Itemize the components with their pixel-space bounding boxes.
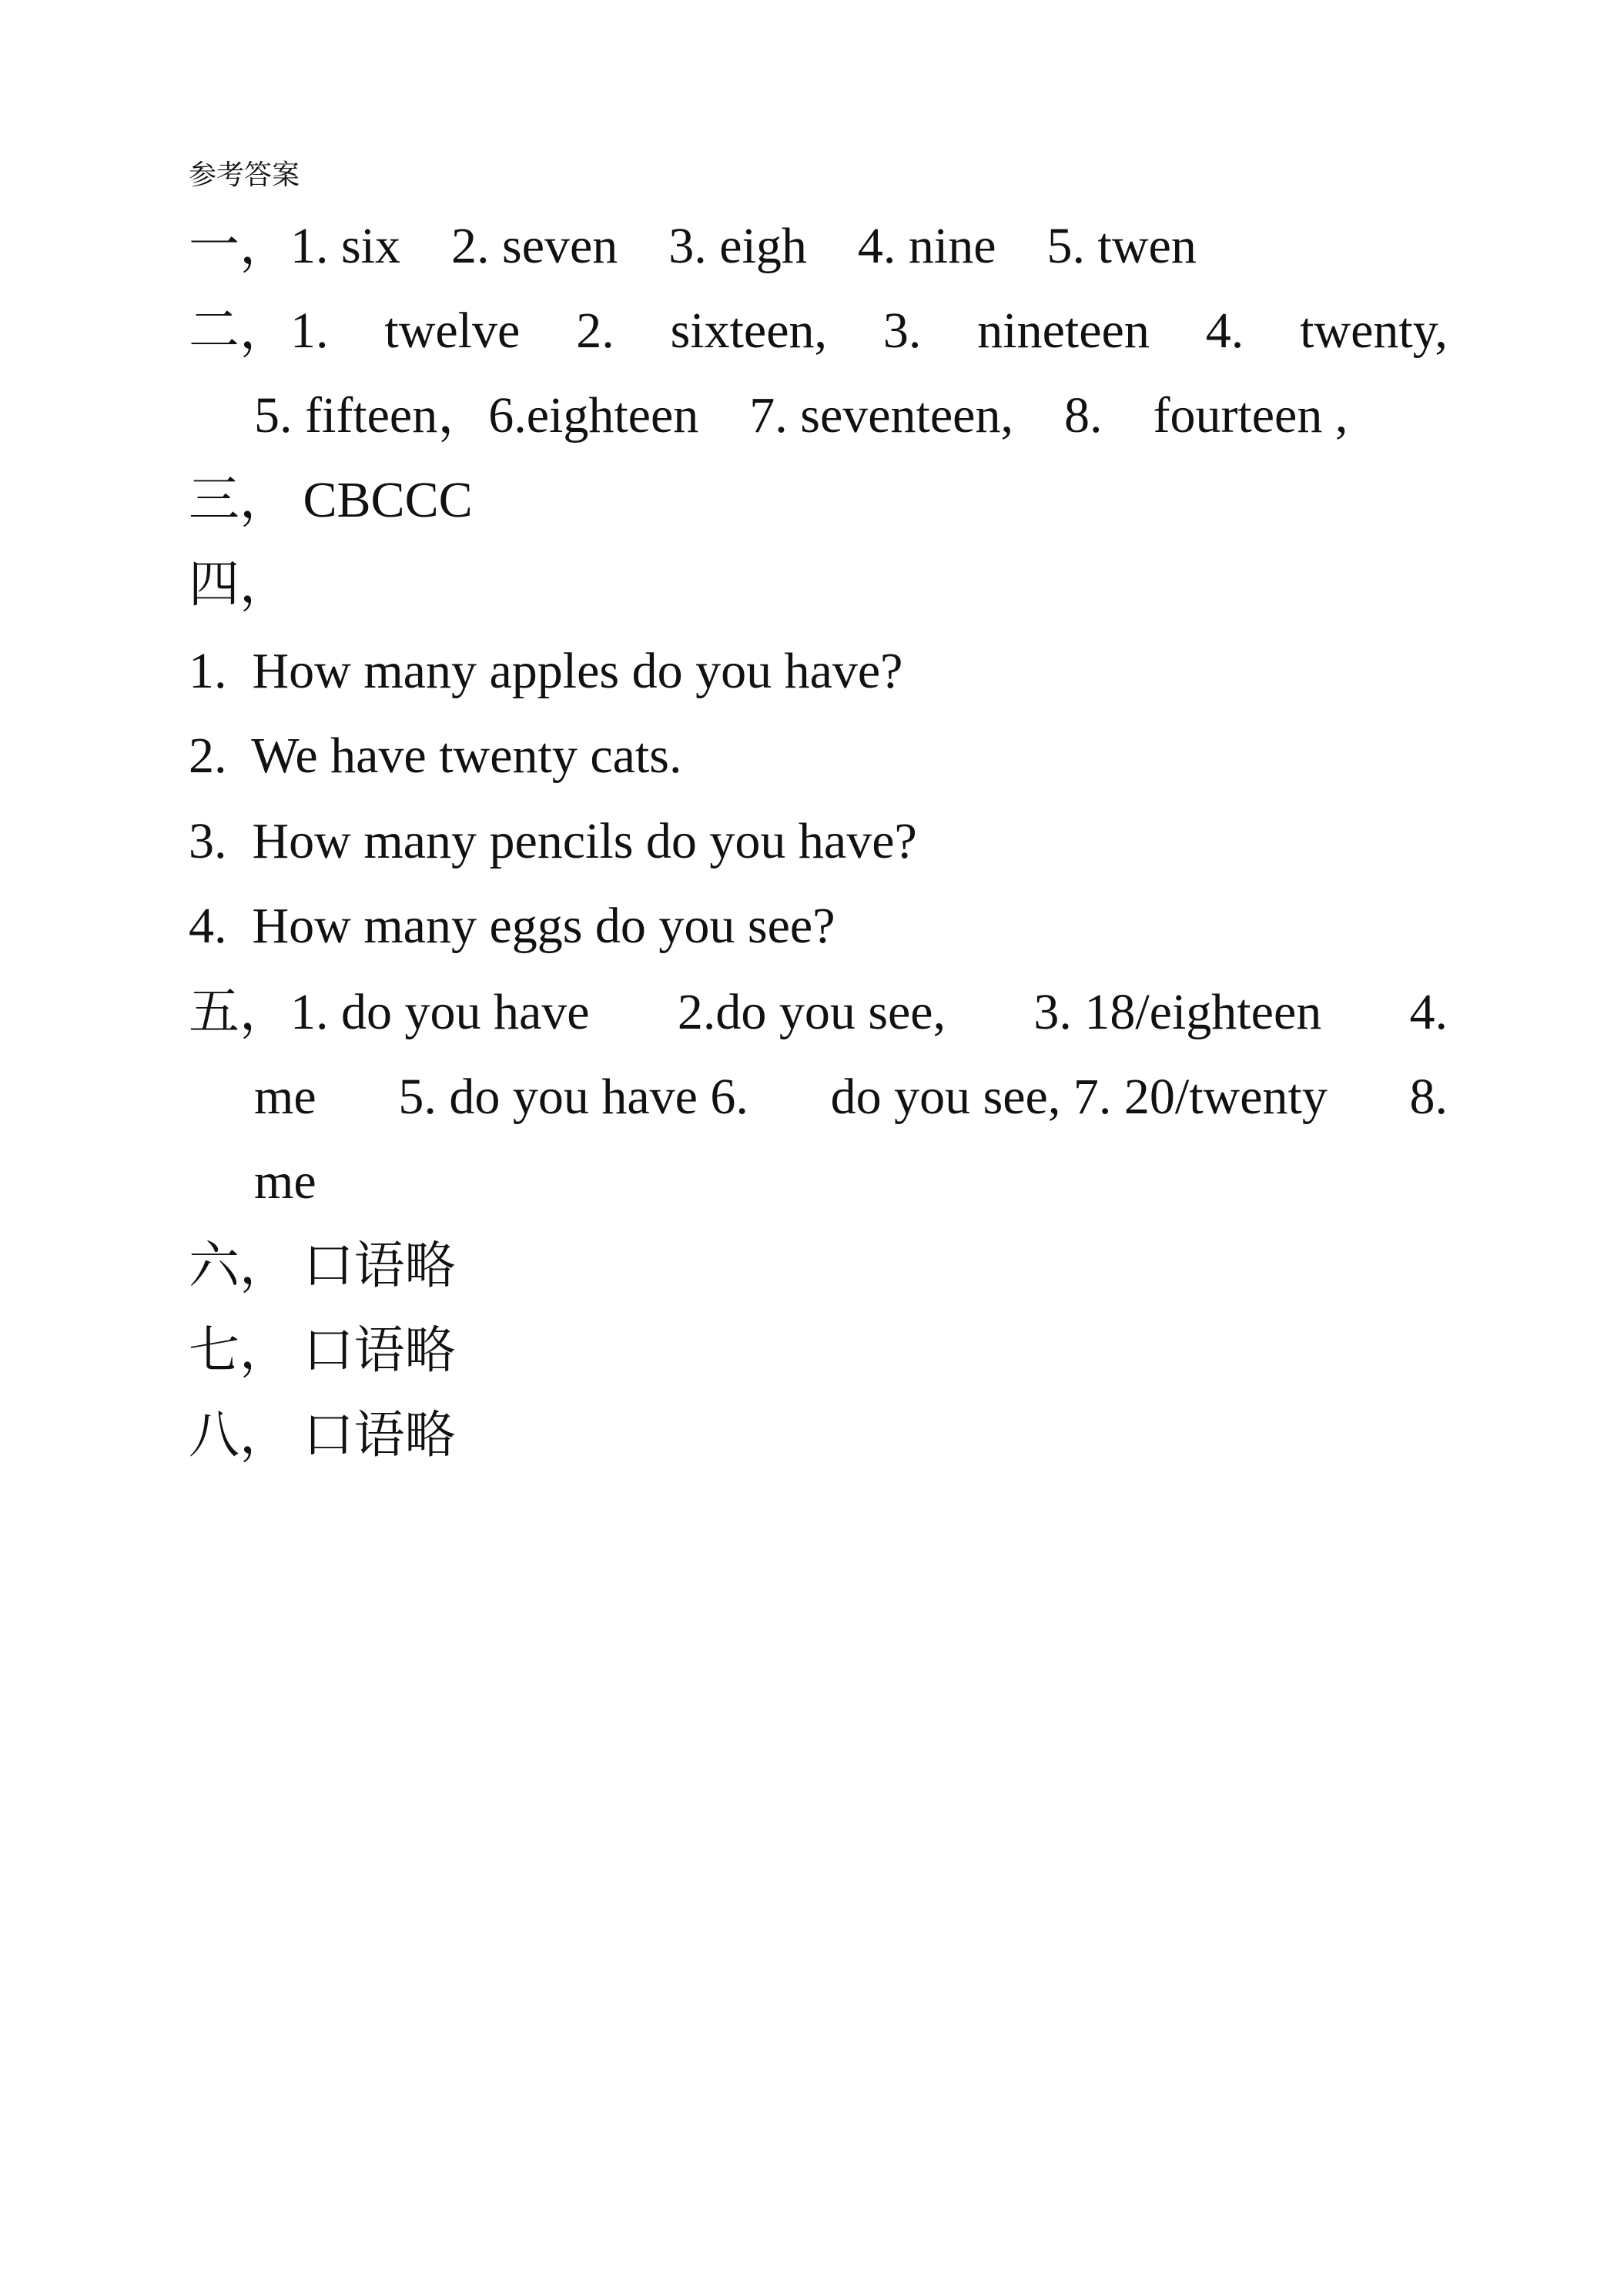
- section-4-item-3: 3. How many pencils do you have?: [189, 813, 917, 869]
- section-5-part: 4.: [1409, 984, 1448, 1040]
- section-5-part: 5. do you have 6.: [398, 1069, 748, 1125]
- section-5-part: me: [254, 1069, 316, 1125]
- section-4-item-4: 4. How many eggs do you see?: [189, 898, 835, 954]
- section-5-answers-line-2: [254, 1059, 1448, 1136]
- section-5-part: 2.do you see,: [677, 984, 946, 1040]
- section-4-heading: 四，: [189, 557, 290, 613]
- section-2-part: 3.: [882, 303, 922, 359]
- section-6-answers: 六， 口语略: [189, 1238, 456, 1294]
- section-3-answers: 三， CBCCC: [189, 472, 473, 528]
- section-2-answers-line-1: [189, 293, 1448, 370]
- section-1-answers: 一，1. six 2. seven 3. eigh 4. nine 5. twen: [189, 218, 1197, 274]
- section-5-answers-line-1: [189, 974, 1448, 1051]
- section-7-answers: 七， 口语略: [189, 1323, 456, 1379]
- section-4-item-1: 1. How many apples do you have?: [189, 643, 903, 699]
- section-2-part: 4.: [1205, 303, 1244, 359]
- section-2-part: twelve: [384, 303, 521, 359]
- section-2-part: nineteen: [977, 303, 1150, 359]
- section-2-part: 2.: [576, 303, 614, 359]
- section-2-answers-line-2: 5. fifteen，6.eighteen 7. seventeen, 8. fourteen ,: [254, 387, 1348, 443]
- section-5-answers-line-3: me: [254, 1153, 316, 1210]
- section-2-part: twenty,: [1300, 303, 1448, 359]
- section-5-part: 8.: [1409, 1069, 1448, 1125]
- section-8-answers: 八， 口语略: [189, 1407, 456, 1464]
- section-2-part: 二，1.: [189, 303, 329, 359]
- section-2-part: sixteen,: [670, 303, 828, 359]
- section-4-item-2: 2. We have twenty cats.: [189, 728, 682, 784]
- section-5-part: 3. 18/eighteen: [1033, 984, 1322, 1040]
- page-title: 参考答案: [189, 159, 300, 190]
- section-5-part: 五，1. do you have: [189, 984, 590, 1040]
- section-5-part: do you see, 7. 20/twenty: [830, 1069, 1328, 1125]
